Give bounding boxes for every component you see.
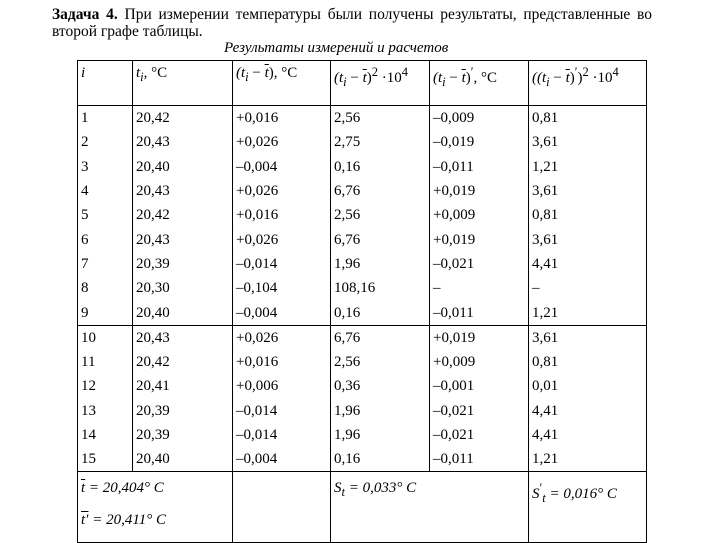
cell-squared-prime: – [529,276,647,300]
cell-i: 9 [78,300,133,325]
header-row [78,61,647,106]
table-row [78,374,647,398]
table-row [78,447,647,472]
cell-i: 13 [78,399,133,423]
table-row [78,350,647,374]
cell-deviation-prime: –0,009 [430,106,529,131]
cell-i: 11 [78,350,133,374]
cell-t: 20,41 [133,374,233,398]
cell-deviation-prime: –0,011 [430,155,529,179]
cell-deviation-prime: +0,019 [430,325,529,350]
cell-t: 20,43 [133,130,233,154]
cell-squared: 0,16 [331,300,430,325]
cell-i: 3 [78,155,133,179]
cell-deviation: +0,026 [233,325,331,350]
cell-deviation-prime: +0,009 [430,203,529,227]
table-row [78,325,647,350]
cell-squared: 108,16 [331,276,430,300]
summary-std [331,472,529,543]
cell-squared: 0,16 [331,155,430,179]
cell-t: 20,43 [133,227,233,251]
cell-t: 20,42 [133,106,233,131]
cell-deviation: –0,104 [233,276,331,300]
table-row [78,276,647,300]
table-row [78,179,647,203]
cell-i: 15 [78,447,133,472]
cell-squared-prime: 3,61 [529,130,647,154]
cell-i: 6 [78,227,133,251]
mean-prime-value: t′ = 20,411° C [81,512,166,529]
cell-squared-prime: 3,61 [529,179,647,203]
cell-deviation-prime: +0,019 [430,227,529,251]
cell-deviation: +0,006 [233,374,331,398]
cell-deviation-prime: –0,019 [430,130,529,154]
table-row [78,300,647,325]
cell-squared-prime: 1,21 [529,155,647,179]
cell-squared-prime: 0,81 [529,350,647,374]
mean-value: $\overline{t} = 20,404^\circ$ C [81,480,164,497]
cell-squared: 0,16 [331,447,430,472]
cell-deviation: +0,026 [233,179,331,203]
summary-empty-1 [233,472,331,543]
cell-squared: 6,76 [331,179,430,203]
header-deviation: $(t_i - \overline{t})$, °C [233,61,331,106]
cell-deviation: +0,016 [233,203,331,227]
summary-row [78,472,647,543]
cell-squared-prime: 4,41 [529,252,647,276]
cell-t: 20,39 [133,399,233,423]
cell-squared-prime: 0,81 [529,203,647,227]
cell-squared: 0,36 [331,374,430,398]
table-row [78,399,647,423]
cell-i: 14 [78,423,133,447]
std-value: $S_t = 0,033^\circ$ C [334,480,417,500]
cell-deviation-prime: –0,021 [430,399,529,423]
cell-deviation: –0,004 [233,155,331,179]
cell-deviation-prime: +0,009 [430,350,529,374]
cell-t: 20,40 [133,447,233,472]
cell-i: 12 [78,374,133,398]
cell-t: 20,40 [133,300,233,325]
cell-squared-prime: 4,41 [529,423,647,447]
cell-squared-prime: 4,41 [529,399,647,423]
cell-squared-prime: 1,21 [529,300,647,325]
cell-deviation-prime: –0,021 [430,252,529,276]
cell-squared: 1,96 [331,399,430,423]
header-squared: $(t_i - \overline{t})^2 \cdot 10^4$ [331,61,430,106]
cell-t: 20,39 [133,423,233,447]
cell-squared: 2,56 [331,350,430,374]
summary-std-prime [529,472,647,543]
cell-deviation: –0,004 [233,300,331,325]
header-i: i [78,61,133,106]
cell-deviation: +0,016 [233,106,331,131]
cell-squared: 6,76 [331,325,430,350]
cell-t: 20,30 [133,276,233,300]
cell-deviation: +0,026 [233,130,331,154]
cell-deviation-prime: +0,019 [430,179,529,203]
cell-deviation: +0,026 [233,227,331,251]
table-row [78,155,647,179]
header-t: $t_i$, °C [133,61,233,106]
cell-i: 1 [78,106,133,131]
cell-t: 20,43 [133,325,233,350]
cell-deviation-prime: –0,011 [430,447,529,472]
cell-squared: 1,96 [331,252,430,276]
cell-i: 10 [78,325,133,350]
cell-i: 2 [78,130,133,154]
task-statement [52,6,652,40]
cell-i: 8 [78,276,133,300]
table-row [78,203,647,227]
summary-means [78,472,233,543]
cell-squared-prime: 0,81 [529,106,647,131]
cell-deviation: –0,014 [233,423,331,447]
task-text: При измерении температуры были получены результаты, представленные во второй графе таблицы. [52,6,653,40]
cell-i: 4 [78,179,133,203]
cell-squared: 2,56 [331,203,430,227]
table-row [78,252,647,276]
header-deviation-prime: $(t_i - \overline{t})'$, °C [430,61,529,106]
table-caption: Результаты измерений и расчетов [224,40,449,56]
cell-squared-prime: 3,61 [529,325,647,350]
cell-t: 20,43 [133,179,233,203]
task-label: Задача 4. [52,6,118,23]
cell-t: 20,40 [133,155,233,179]
header-squared-prime: $((t_i - \overline{t})')^2 \cdot 10^4$ [529,61,647,106]
cell-t: 20,39 [133,252,233,276]
cell-deviation-prime: –0,021 [430,423,529,447]
cell-deviation: –0,014 [233,252,331,276]
cell-deviation-prime: –0,011 [430,300,529,325]
cell-squared-prime: 3,61 [529,227,647,251]
cell-squared: 2,75 [331,130,430,154]
cell-deviation: –0,014 [233,399,331,423]
table-row [78,423,647,447]
std-prime-value: $S'_t = 0,016^\circ$ C [532,481,617,506]
cell-t: 20,42 [133,350,233,374]
cell-squared: 2,56 [331,106,430,131]
cell-squared-prime: 1,21 [529,447,647,472]
cell-i: 5 [78,203,133,227]
table-row [78,106,647,131]
table-row [78,227,647,251]
cell-squared: 1,96 [331,423,430,447]
cell-squared-prime: 0,01 [529,374,647,398]
cell-squared: 6,76 [331,227,430,251]
cell-t: 20,42 [133,203,233,227]
cell-i: 7 [78,252,133,276]
cell-deviation: +0,016 [233,350,331,374]
cell-deviation: –0,004 [233,447,331,472]
results-table [77,60,647,543]
table-row [78,130,647,154]
cell-deviation-prime: –0,001 [430,374,529,398]
cell-deviation-prime: – [430,276,529,300]
